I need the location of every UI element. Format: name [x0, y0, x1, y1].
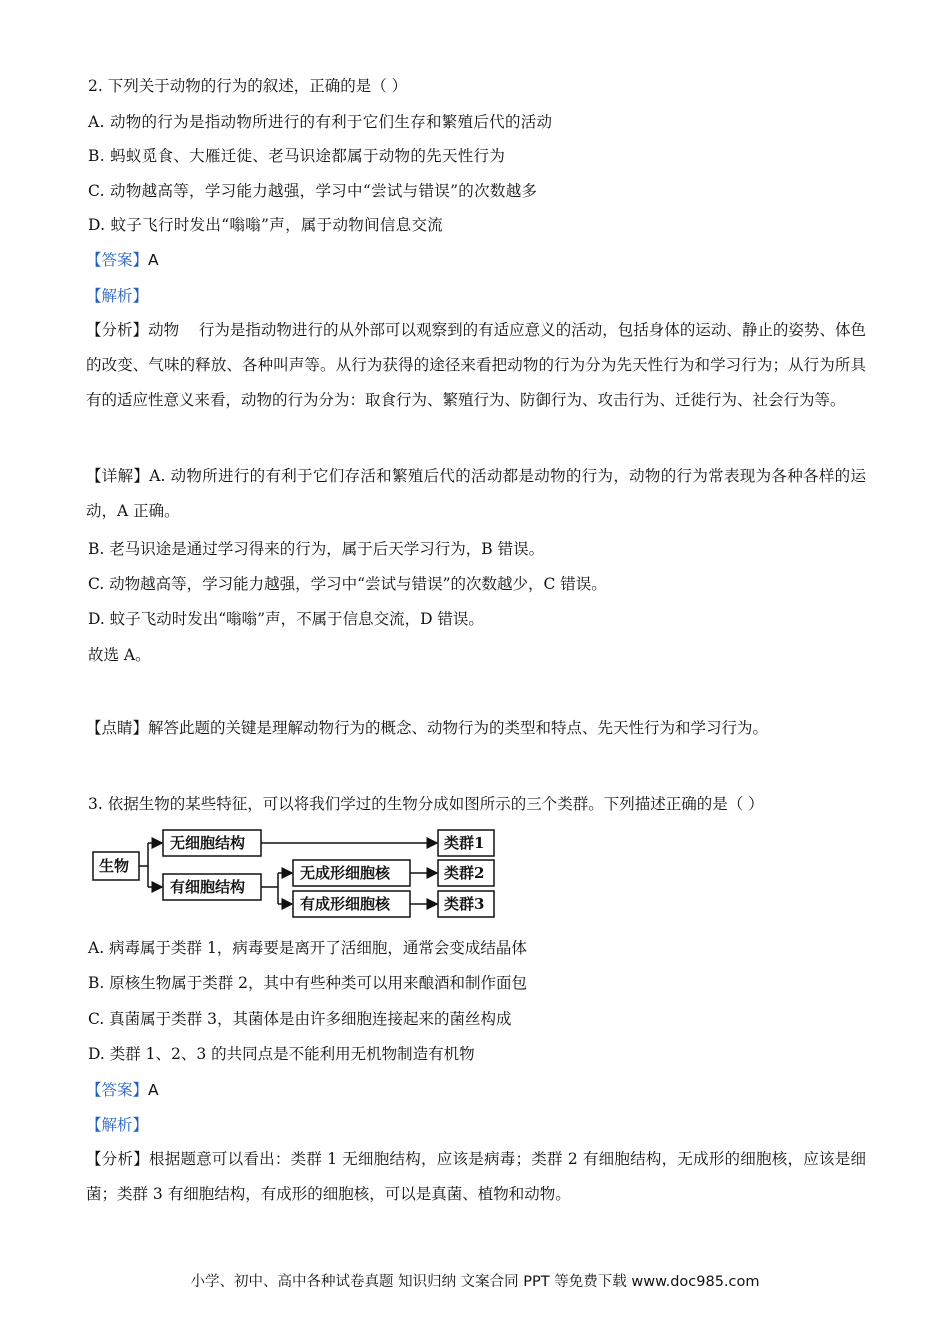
q2-option-a: A. 动物的行为是指动物所进行的有利于它们生存和繁殖后代的活动 [88, 113, 553, 131]
page-footer: 小学、初中、高中各种试卷真题 知识归纳 文案合同 PPT 等免费下载 www.doc985.com [190, 1274, 760, 1290]
q2-xiangjie [86, 459, 866, 529]
q3-option-c: C. 真菌属于类群 3，其菌体是由许多细胞连接起来的菌丝构成 [88, 1010, 512, 1028]
label-group1: 类群1 [444, 834, 485, 852]
answer-value: A [148, 251, 159, 269]
label-no-nucleus: 无成形细胞核 [300, 864, 391, 882]
q3-analysis-tag: 【解析】 [86, 1116, 149, 1134]
fenxi-text: 根据题意可以看出：类群 1 无细胞结构，应该是病毒；类群 2 有细胞结构，无成形的细胞核，应该是细菌；类群 3 有细胞结构，有成形的细胞核，可以是真菌、植物和动物。 [86, 1150, 866, 1203]
xiangjie-tag: 【详解】 [86, 467, 150, 485]
label-group2: 类群2 [444, 864, 485, 882]
label-group3: 类群3 [444, 895, 485, 913]
q2-option-d: D. 蚊子飞行时发出“嗡嗡”声，属于动物间信息交流 [88, 216, 444, 234]
q3-answer [86, 1080, 159, 1100]
fenxi-text: 动物 行为是指动物进行的从外部可以观察到的有适应意义的活动，包括身体的运动、静止的姿势、体色的改变、气味的释放、各种叫声等。从行为获得的途径来看把动物的行为分为先天性行为和学习行为；从行为所具有的适应性意义来看，动物的行为分为：取食行为、繁殖行为、防御行为、攻击行为、迁徙行为、社会行为等。 [86, 321, 866, 409]
q2-option-c: C. 动物越高等，学习能力越强，学习中“尝试与错误”的次数越多 [88, 182, 538, 200]
q2-fenxi [86, 313, 866, 418]
q2-detail-c: C. 动物越高等，学习能力越强，学习中“尝试与错误”的次数越少，C 错误。 [88, 575, 607, 593]
answer-value: A [148, 1081, 159, 1099]
fenxi-tag: 【分析】 [86, 1150, 149, 1168]
answer-tag: 【答案】 [86, 1081, 149, 1099]
label-no-cell: 无细胞结构 [170, 834, 246, 852]
dianjing-tag: 【点睛】 [86, 719, 149, 737]
answer-tag: 【答案】 [86, 251, 149, 269]
label-has-nucleus: 有成形细胞核 [300, 895, 391, 913]
q2-stem: 2. 下列关于动物的行为的叙述，正确的是（ ） [88, 77, 408, 95]
q2-dianjing [86, 718, 768, 738]
q3-fenxi [86, 1142, 866, 1212]
fenxi-tag: 【分析】 [86, 321, 149, 339]
label-has-cell: 有细胞结构 [170, 878, 246, 896]
classification-diagram [88, 822, 508, 922]
q2-detail-d: D. 蚊子飞动时发出“嗡嗡”声，不属于信息交流，D 错误。 [88, 610, 484, 628]
q2-answer [86, 250, 159, 270]
label-root: 生物 [99, 857, 130, 875]
q3-option-d: D. 类群 1、2、3 的共同点是不能利用无机物制造有机物 [88, 1045, 475, 1063]
q3-option-b: B. 原核生物属于类群 2，其中有些种类可以用来酿酒和制作面包 [88, 974, 528, 992]
q3-option-a: A. 病毒属于类群 1，病毒要是离开了活细胞，通常会变成结晶体 [88, 939, 527, 957]
q2-analysis-tag: 【解析】 [86, 287, 149, 305]
q2-detail-b: B. 老马识途是通过学习得来的行为，属于后天学习行为，B 错误。 [88, 540, 545, 558]
dianjing-text: 解答此题的关键是理解动物行为的概念、动物行为的类型和特点、先天性行为和学习行为。 [148, 719, 769, 737]
q3-stem: 3. 依据生物的某些特征，可以将我们学过的生物分成如图所示的三个类群。下列描述正确的是（ ） [88, 795, 764, 813]
q2-conclusion: 故选 A。 [88, 646, 151, 664]
q2-option-b: B. 蚂蚁觅食、大雁迁徙、老马识途都属于动物的先天性行为 [88, 147, 506, 165]
xiangjie-text: A. 动物所进行的有利于它们存活和繁殖后代的活动都是动物的行为，动物的行为常表现为各种各样的运动，A 正确。 [86, 467, 866, 520]
